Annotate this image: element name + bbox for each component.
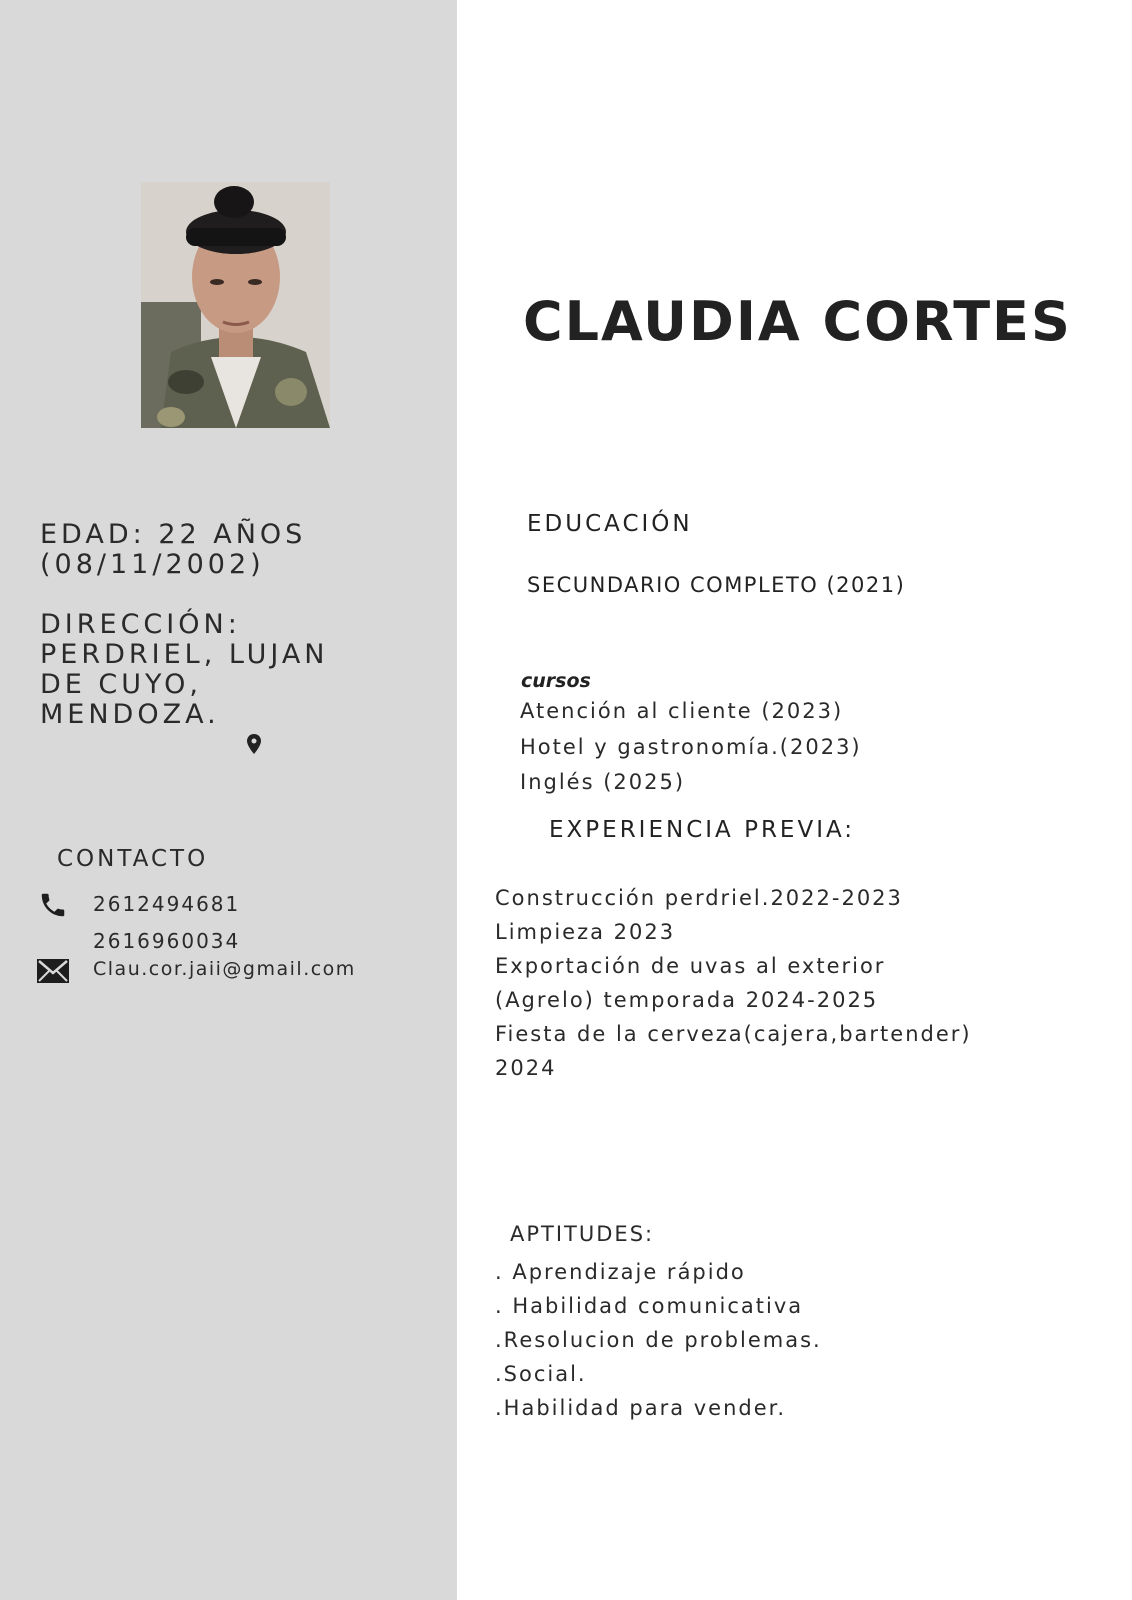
education-title: EDUCACIÓN [527,511,693,537]
location-pin-icon [247,734,261,754]
address-line-2: DE CUYO, [40,669,202,700]
experience-title: EXPERIENCIA PREVIA: [549,817,856,843]
skills-title: APTITUDES: [510,1222,655,1246]
skills-list [495,1255,822,1425]
list-item: . Habilidad comunicativa [495,1294,804,1318]
experience-list [495,881,972,1085]
phone-number-2[interactable]: 2616960034 [93,929,241,953]
address-info [40,610,329,730]
address-line-1: PERDRIEL, LUJAN [40,639,329,670]
address-label: DIRECCIÓN: [40,609,241,640]
contact-title: CONTACTO [57,846,209,872]
list-item: (Agrelo) temporada 2024-2025 [495,988,879,1012]
address-line-3: MENDOZA. [40,699,220,730]
list-item: Fiesta de la cerveza(cajera,bartender) [495,1022,972,1046]
list-item: .Habilidad para vender. [495,1396,787,1420]
list-item: . Aprendizaje rápido [495,1260,746,1284]
list-item: Hotel y gastronomía.(2023) [520,734,862,759]
phone-number-1[interactable]: 2612494681 [93,892,241,916]
age-line: EDAD: 22 AÑOS [40,519,307,550]
birthdate-line: (08/11/2002) [40,549,265,580]
age-info [40,520,306,580]
profile-photo [141,182,330,428]
list-item: Limpieza 2023 [495,920,676,944]
list-item: 2024 [495,1056,557,1080]
email-address[interactable]: Clau.cor.jaii@gmail.com [93,958,356,980]
courses-list [520,694,862,801]
list-item: .Resolucion de problemas. [495,1328,822,1352]
list-item: .Social. [495,1362,587,1386]
courses-title: cursos [521,670,591,692]
full-name: CLAUDIA CORTES [523,290,1072,353]
list-item: Exportación de uvas al exterior [495,954,886,978]
list-item: Construcción perdriel.2022-2023 [495,886,903,910]
education-item: SECUNDARIO COMPLETO (2021) [527,573,906,597]
list-item: Atención al cliente (2023) [520,699,844,723]
phone-icon [38,890,68,920]
list-item: Inglés (2025) [520,770,686,794]
mail-icon [36,958,70,984]
